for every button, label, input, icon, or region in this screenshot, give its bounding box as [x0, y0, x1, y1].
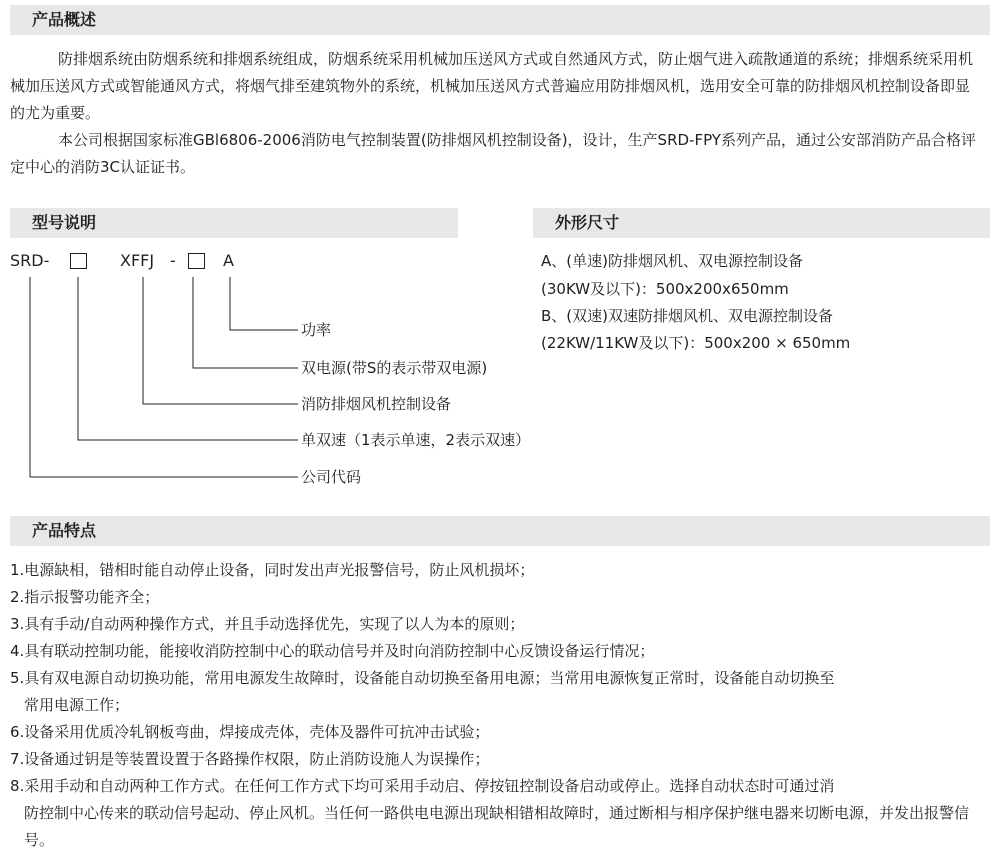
feature-item-2: [10, 584, 990, 611]
feature-item-4: [10, 638, 990, 665]
feature-item-3: [10, 611, 990, 638]
feature-item-8-text: 8.采用手动和自动两种工作方式。在任何工作方式下均可采用手动启、停按钮控制设备启动或停止。选择自动状态时可通过消: [10, 777, 835, 795]
feature-item-8-continuation: 防控制中心传来的联动信号起动、停止风机。当任何一路供电电源出现缺相错相故障时，通过断相与相序保护继电器来切断电源，并发出报警信号。: [24, 804, 970, 849]
dimension-line-a-size: (30KW及以下)：500x200x650mm: [541, 280, 789, 298]
dimension-line-b: B、(双速)双速防排烟风机、双电源控制设备: [541, 307, 833, 325]
model-code-a: A: [223, 251, 234, 270]
overview-paragraph-2: 本公司根据国家标准GBl6806-2006消防电气控制装置(防排烟风机控制设备)，设计，生产SRD-FPY系列产品，通过公安部消防产品合格评定中心的消防3C认证证书。: [10, 131, 976, 176]
feature-item-5: [10, 665, 990, 719]
model-code-prefix: SRD-: [10, 251, 50, 270]
feature-item-6-text: 6.设备采用优质冷轧钢板弯曲，焊接成壳体，壳体及器件可抗冲击试验；: [10, 723, 490, 741]
tree-line-power: [230, 277, 298, 330]
label-company-code: 公司代码: [301, 468, 362, 486]
tree-line-dual-power: [193, 277, 298, 368]
label-dual-power: 双电源(带S的表示带双电源): [301, 359, 488, 377]
feature-item-4-text: 4.具有联动控制功能，能接收消防控制中心的联动信号并及时向消防控制中心反馈设备运行情况；: [10, 642, 655, 660]
overview-paragraph-1: 防排烟系统由防烟系统和排烟系统组成，防烟系统采用机械加压送风方式或自然通风方式，防止烟气进入疏散通道的系统；排烟系统采用机械加压送风方式或智能通风方式，将烟气排至建筑物外的系统，机械加压送风方式普遍应用防排烟风机，选用安全可靠的防排烟风机控制设备即显的尤为重要。: [10, 50, 974, 122]
label-power: 功率: [301, 321, 332, 339]
feature-item-1-text: 1.电源缺相，错相时能自动停止设备，同时发出声光报警信号，防止风机损坏；: [10, 561, 535, 579]
feature-item-5-text: 5.具有双电源自动切换功能，常用电源发生故障时，设备能自动切换至备用电源；当常用电源恢复正常时，设备能自动切换至: [10, 669, 835, 687]
model-code-xffj: XFFJ: [120, 251, 155, 270]
overview-header: 产品概述: [10, 5, 990, 35]
dimension-line-a: A、(单速)防排烟风机、双电源控制设备: [541, 252, 803, 270]
label-fan-control: 消防排烟风机控制设备: [301, 395, 452, 413]
tree-line-speed: [78, 277, 298, 440]
dimension-line-b-size: (22KW/11KW及以下)：500x200 × 650mm: [541, 334, 851, 352]
feature-item-8: [10, 773, 990, 854]
tree-line-fan-control: [143, 277, 298, 404]
feature-item-7-text: 7.设备通过钥是等装置设置于各路操作权限，防止消防设施人为误操作；: [10, 750, 490, 768]
label-speed: 单双速（1表示单速，2表示双速）: [301, 431, 531, 449]
feature-item-7: [10, 746, 990, 773]
feature-item-5-continuation: 常用电源工作；: [24, 696, 130, 714]
feature-item-2-text: 2.指示报警功能齐全；: [10, 588, 160, 606]
features-header: 产品特点: [10, 516, 990, 546]
model-code-dash: -: [170, 251, 176, 270]
feature-item-3-text: 3.具有手动/自动两种操作方式，并且手动选择优先，实现了以人为本的原则；: [10, 615, 525, 633]
dimensions-header: 外形尺寸: [533, 208, 990, 238]
model-header: 型号说明: [10, 208, 458, 238]
feature-item-6: [10, 719, 990, 746]
feature-item-1: [10, 557, 990, 584]
tree-line-company: [30, 277, 298, 477]
